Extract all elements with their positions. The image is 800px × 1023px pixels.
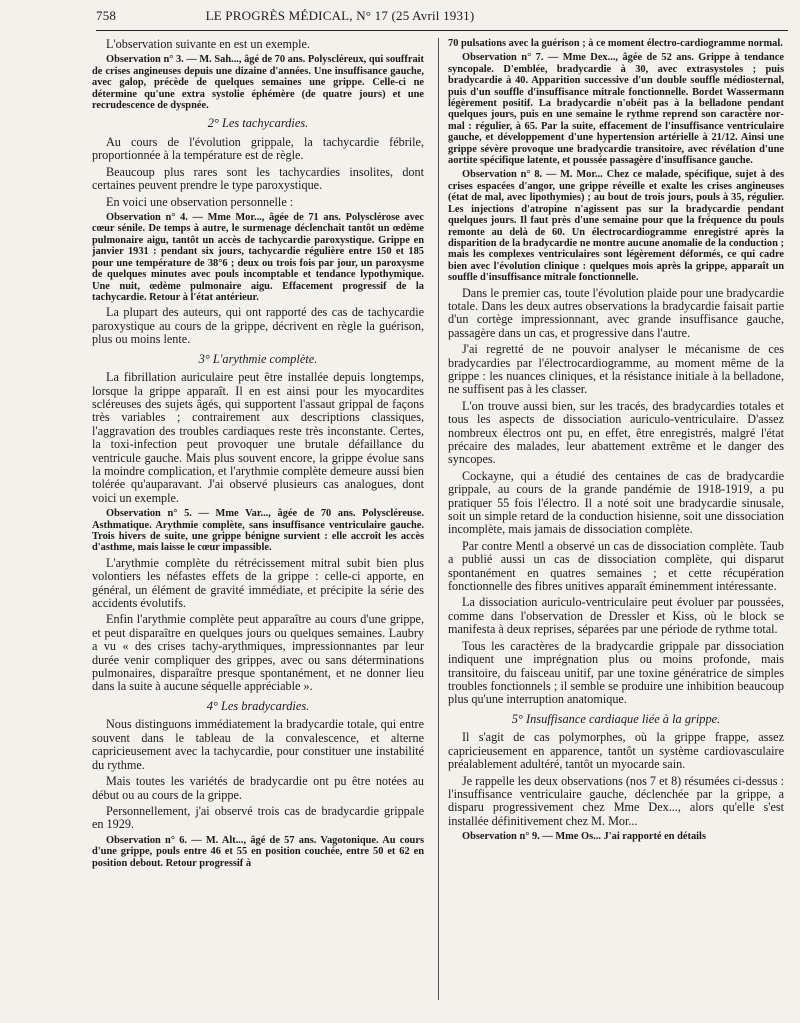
- paragraph: Je rappelle les deux observations (nos 7 et 8) résumées ci-dessus : l'insuffisance ventriculaire gauche, déclenchée par la grippe, a disparu progressivement chez Mme Dex..., alors qu'elle s'est installée définitivement chez M. Mor...: [448, 773, 784, 828]
- section-heading-insuffisance: 5° Insuffisance cardiaque liée à la grippe.: [511, 711, 721, 726]
- paragraph: Personnellement, j'ai observé trois cas de bradycardie grippale en 1929.: [92, 803, 424, 832]
- paragraph: La plupart des auteurs, qui ont rapporté des cas de tachycardie paroxystique au cours de la grippe, décrivent en règle la guérison, plus ou moins lente.: [92, 305, 424, 347]
- paragraph: J'ai regretté de ne pouvoir analyser le mécanisme de ces bradycardies par l'électrocardiogramme, au moment même de la grippe : les nuances cliniques, et la résistance initiale à la belladone, ne suffisent pas à les classer.: [448, 342, 784, 397]
- right-column: [448, 38, 784, 1014]
- paragraph: Au cours de l'évolution grippale, la tachycardie fébrile, proportionnée à la température est de règle.: [92, 135, 424, 163]
- section-heading-bradycardies: 4° Les bradycardies.: [206, 698, 310, 713]
- section-heading-tachycardies: 2° Les tachycardies.: [207, 116, 309, 131]
- paragraph: Dans le premier cas, toute l'évolution plaide pour une bradycardie totale. Dans les deux autres observations la bradycardie faisait partie d'un cortège impressionnant, avec grande insuffisance gauche, passagère dans un cas, et progressive dans l'autre.: [448, 285, 784, 340]
- section-heading-arythmie: 3° L'arythmie complète.: [198, 351, 318, 366]
- paragraph: Il s'agit de cas polymorphes, où la grippe frappe, assez capricieusement en apparence, tantôt un système cardiovasculaire préalablement adultéré, tantôt un myocarde sain.: [448, 730, 784, 772]
- paragraph: Enfin l'arythmie complète peut apparaître au cours d'une grippe, et peut disparaître en quelques jours ou quelques semaines. Laubry a vu « des crises tachy-arythmiques, impressionnantes par leur durée venir compliquer des grippes, avec ou sans déterminations pulmonaires, disparaître presque spontanément, et ne donner lieu dans la suite à aucune séquelle appréciable ».: [92, 612, 424, 694]
- observation-6: Observation n° 6. — M. Alt..., âgé de 57 ans. Vagotonique. Au cours d'une grippe, pouls entre 46 et 55 en position couchée, entre 50 et 62 en position debout. Retour progressif à: [92, 834, 424, 869]
- paragraph: L'on trouve aussi bien, sur les tracés, des bradycardies totales et tous les aspects de dissociation auriculo-ventriculaire. D'assez nombreux électros ont pu, en effet, être enregistrés, malgré l'état précaire des malades, leur abattement extrême et le danger des syncopes.: [448, 398, 784, 467]
- left-column: [92, 38, 424, 1014]
- paragraph: Par contre Mentl a observé un cas de dissociation complète. Taub a publié aussi un cas de dissociation complète, qui disparut spontanément en quatres semaines ; et cette récupération fonctionnelle des fibres unitives apparaît éminemment intéressante.: [448, 538, 784, 594]
- paragraph: Cockayne, qui a étudié des centaines de cas de bradycardie grippale, au cours de la grande pandémie de 1918-1919, a pu pratiquer 55 fois l'électro. Il a noté soit une bradycardie sinusale, soit un simple retard de la conduction hisienne, soit une dissociation incomplète, mais jamais de dissociation complète.: [448, 468, 784, 537]
- column-divider: [438, 38, 439, 1000]
- observation-4: Observation n° 4. — Mme Mor..., âgée de 71 ans. Polysclérose avec cœur sénile. De temps à autre, le surmenage déclenchait tantôt un œdème pulmonaire aigu, tantôt un accès de tachycardie paroxystique. Grippe en janvier 1931 : pendant six jours, tachycardie régulière entre 150 et 185 pour une température de 38°6 ; deux ou trois fois par jour, un paroxysme de quelques minutes avec pouls incomptable et tendance lypothymique. Une nuit, œdème pulmonaire aigu. Effacement progressif de la tachycardie. Retour à l'état antérieur.: [92, 212, 424, 303]
- observation-7: Observation n° 7. — Mme Dex..., âgée de 52 ans. Grippe à tendance syncopale. D'emblée, bradycardie à 30, avec extrasystoles ; puis bradycardie à 40. Apparition successive d'un double souffle médiosternal, puis d'un souffle d'insuffisance mitrale fonctionnelle. Bordet Wassermann légèrement positif. La bradycardie n'obéit pas à la belladone pendant quelques jours, puis en une semaine le rythme reprend son caractère normal : régulier, à 65. Par la suite, effacement de l'insuffisance ventriculaire gauche, et développement d'une hypertension artérielle à 21/12. Ainsi une grippe sévère provoque une bradycardie transitoire, avec révélation d'une aortite spécifique latente, et poussée passagère d'insuffisance gauche.: [448, 52, 784, 167]
- paragraph: Beaucoup plus rares sont les tachycardies insolites, dont certaines peuvent prendre le type paroxystique.: [92, 164, 424, 193]
- paragraph: Mais toutes les variétés de bradycardie ont pu être notées au début ou au cours de la grippe.: [92, 774, 424, 802]
- paragraph: Tous les caractères de la bradycardie grippale par dissociation indiquent une imprégnation plus ou moins profonde, mais transitoire, du faisceau unitif, par une toxine génératrice de simples troubles fonctionnels ; il semble se produire une inhibition beaucoup plus qu'une interruption anatomique.: [448, 638, 784, 707]
- paragraph: L'observation suivante en est un exemple.: [106, 38, 310, 51]
- observation-5: Observation n° 5. — Mme Var..., âgée de 70 ans. Polyscléreuse. Asthmatique. Arythmie complète, sans insuffisance ventriculaire gauche. Trois hivers de suite, une grippe bénigne survient : elle accroît les accès d'asthme, mais laisse le cœur impassible.: [92, 508, 424, 554]
- observation-8: Observation n° 8. — M. Mor... Chez ce malade, spécifique, sujet à des crises espacées d'angor, une grippe réveille et exalte les crises angineuses (état de mal, avec lipothymies) ; au bout de trois jours, pouls à 35, régulier. Les injections d'atropine n'agissent pas sur la bradycardie pendant quelques jours. Il faut près d'une semaine pour que la fréquence du pouls remonte au delà de 60. Un électrocardiogramme enregistré après la disparition de la bradycardie ne montre aucune anomalie de la conduction ; mais les complexes ventriculaires sont légèrement déformés, ce qui cadre bien avec l'évolution clinique : quelques mois après la grippe, apparaît un souffle d'insuffisance mitrale fonctionnelle.: [448, 169, 784, 284]
- paragraph: Nous distinguons immédiatement la bradycardie totale, qui entre souvent dans le tableau de la convalescence, et alterne capricieusement avec la tachycardie, pour constituer une instabilité du rythme.: [92, 717, 424, 772]
- page-number: 758: [96, 8, 117, 23]
- paragraph: L'arythmie complète du rétrécissement mitral subit bien plus volontiers les néfastes effets de la grippe : celle-ci apporte, en général, un élément de gravité immédiate, et précipite la série des accidents évolutifs.: [92, 555, 424, 611]
- observation-6-continued: 70 pulsations avec la guérison ; à ce moment électro-cardiogramme normal.: [448, 38, 783, 49]
- observation-3: Observation n° 3. — M. Sah..., âgé de 70 ans. Polyscléreux, qui souffrait de crises angineuses depuis une dizaine d'années. Une insuffisance gauche, avec galop, précède de quelques semaines une grippe. Celle-ci ne détermine qu'une extra systolie éphémère (de quatre jours) et une recrudescence de dyspnée.: [92, 54, 424, 112]
- journal-title: LE PROGRÈS MÉDICAL, N° 17 (25 Avril 1931): [205, 8, 475, 23]
- observation-9: Observation n° 9. — Mme Os... J'ai rapporté en détails: [462, 831, 706, 843]
- paragraph: En voici une observation personnelle :: [106, 194, 294, 209]
- running-header: [96, 8, 584, 28]
- paragraph: La fibrillation auriculaire peut être installée depuis longtemps, lorsque la grippe apparaît. Il en est ainsi pour les myocardites scléreuses des sujets âgés, qui supportent l'assaut grippal de façons très variables ; contrairement aux descriptions classiques, l'aggravation des troubles cardiaques reste très inconstante. Certes, la toxi-infection peut provoquer une brutale défaillance du ventricule gauche. Mais plus souvent encore, la grippe évolue sans la moindre complication, et l'arythmie complète demeure aussi bien tolérée qu'auparavant. J'ai observé plusieurs cas analogues, dont voici un exemple.: [92, 370, 424, 505]
- header-rule: [96, 30, 788, 31]
- paragraph: La dissociation auriculo-ventriculaire peut évoluer par poussées, comme dans l'observation de Dressler et Kiss, où le block se manifesta à deux reprises, séparées par une période de rythme total.: [448, 595, 784, 637]
